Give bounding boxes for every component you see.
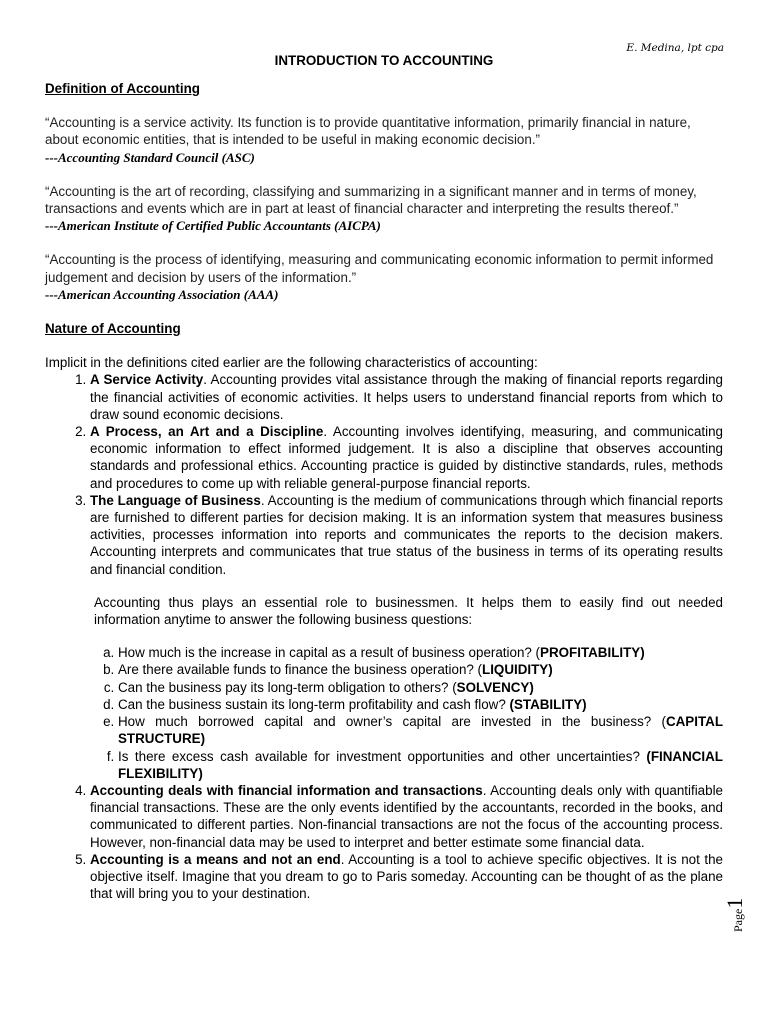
list-item <box>90 851 723 903</box>
page-number <box>722 897 747 932</box>
question-item <box>118 644 723 661</box>
quote-source: ---Accounting Standard Council (ASC) <box>45 149 255 165</box>
list-item <box>90 371 723 423</box>
item-text: . Accounting is the medium of communications through which financial reports are furnished to different parties for decision making. It is an information system that measures business activities, processes information into reports and communicates the reports to the decision makers. Accounting interprets and communicates that true status of the business in terms of its operating results and financial condition. <box>90 492 723 577</box>
item-title: Accounting deals with financial information and transactions <box>90 782 483 798</box>
question-text: Is there excess cash available for investment opportunities and other uncertainties? <box>118 748 647 764</box>
page-label: Page <box>731 908 745 932</box>
list-item <box>90 492 723 782</box>
question-tag: CAPITAL STRUCTURE) <box>118 714 723 747</box>
question-item <box>118 748 723 782</box>
question-item <box>118 713 723 747</box>
document-body <box>45 80 723 902</box>
item-title: A Service Activity <box>90 372 204 388</box>
business-questions-paragraph: Accounting thus plays an essential role to businessmen. It helps them to easily find out needed information anytime to answer the following business questions: <box>94 594 723 628</box>
nature-intro: Implicit in the definitions cited earlier are the following characteristics of accounting: <box>45 355 538 371</box>
business-questions-list <box>90 644 723 782</box>
question-text: Can the business sustain its long-term profitability and cash flow? <box>118 696 510 712</box>
question-item <box>118 679 723 696</box>
item-text: . Accounting deals only with quantifiable financial transactions. These are the only events identified by the accountants, recorded in the books, and communicated to different parties. Non-financial transactions are not the focus of the accounting process. However, non-financial data may be used to interpret and better estimate some financial data. <box>90 782 723 850</box>
nature-list <box>45 371 723 902</box>
item-text: . Accounting is a tool to achieve specific objectives. It is not the objective itself. Imagine that you dream to go to Paris someday. Accounting can be thought of as the plane that will bring you to your destination. <box>90 851 723 902</box>
nature-heading: Nature of Accounting <box>45 321 181 337</box>
question-tag: (FINANCIAL FLEXIBILITY) <box>118 748 723 781</box>
question-tag: PROFITABILITY) <box>540 645 645 661</box>
list-item <box>90 423 723 492</box>
page-title: INTRODUCTION TO ACCOUNTING <box>274 53 494 68</box>
question-tag: (STABILITY) <box>509 696 587 712</box>
definition-quote: “Accounting is the art of recording, classifying and summarizing in a significant manner and in terms of money, transactions and events which are in part at least of financial character and interpreting the results thereof.” <box>45 183 697 217</box>
item-title: A Process, an Art and a Discipline <box>90 424 324 440</box>
definition-heading: Definition of Accounting <box>45 81 200 96</box>
question-tag: SOLVENCY) <box>456 679 534 695</box>
item-title: Accounting is a means and not an end <box>90 851 341 867</box>
question-text: Can the business pay its long-term obligation to others? ( <box>118 679 457 695</box>
definition-quote: “Accounting is the process of identifying, measuring and communicating economic information to permit informed judgement and decision by users of the information.” <box>45 252 714 285</box>
item-text: . Accounting involves identifying, measuring, and communicating economic information to effect informed judgement. It is also a discipline that observes accounting standards and professional ethics. Accounting practice is guided by distinctive standards, rules, methods and procedures to come up with reliable general-purpose financial reports. <box>90 424 723 491</box>
list-item <box>90 782 723 851</box>
page-number-value: 1 <box>722 897 747 909</box>
author-signature: E. Medina, lpt cpa <box>626 42 724 54</box>
question-item <box>118 661 723 678</box>
quote-source: ---American Institute of Certified Public Accountants (AICPA) <box>45 218 381 234</box>
question-tag: LIQUIDITY) <box>482 662 553 678</box>
question-text: Are there available funds to finance the business operation? ( <box>118 662 483 678</box>
question-item <box>118 696 723 713</box>
question-text: How much is the increase in capital as a result of business operation? ( <box>118 645 541 661</box>
quote-source: ---American Accounting Association (AAA) <box>45 286 279 302</box>
definition-quote: “Accounting is a service activity. Its function is to provide quantitative information, primarily financial in nature, about economic entities, that is intended to be useful in making economic decision.” <box>45 115 691 148</box>
item-title: The Language of Business <box>90 492 261 508</box>
item-text: . Accounting provides vital assistance through the making of financial reports regarding the financial activities of economic activities. It helps users to understand financial reports from which to draw sound economic decisions. <box>90 372 723 422</box>
question-text: How much borrowed capital and owner’s capital are invested in the business? ( <box>118 714 666 730</box>
